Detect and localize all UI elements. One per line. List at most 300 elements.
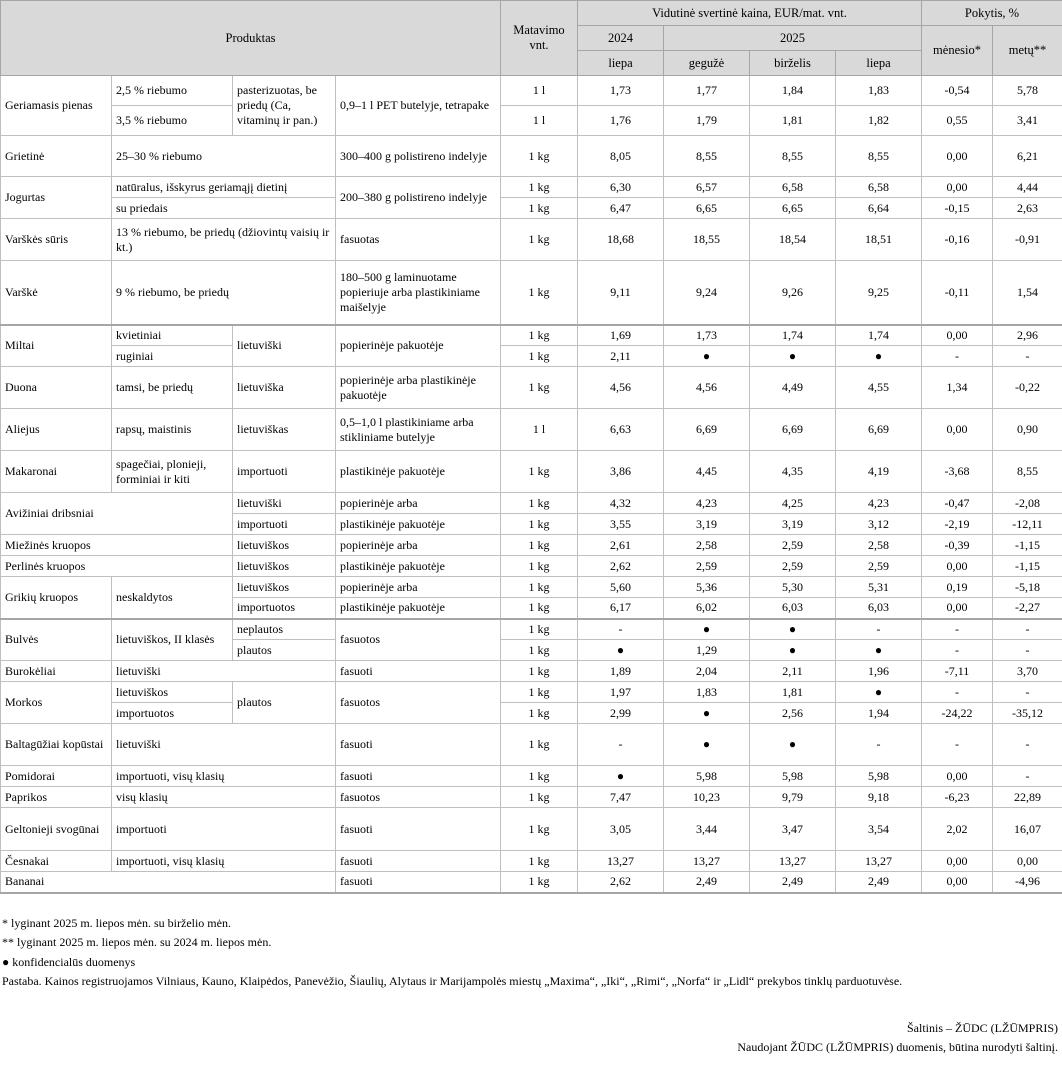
unit-cell: 1 kg bbox=[501, 514, 578, 535]
unit-cell: 1 l bbox=[501, 76, 578, 106]
change-cell: -1,15 bbox=[993, 556, 1062, 577]
price-cell: 1,77 bbox=[664, 76, 750, 106]
change-cell: -0,11 bbox=[922, 261, 993, 325]
price-cell: - bbox=[578, 724, 664, 766]
change-cell: 0,55 bbox=[922, 106, 993, 136]
price-cell: 4,56 bbox=[578, 367, 664, 409]
unit-cell: 1 kg bbox=[501, 766, 578, 787]
change-cell: 6,21 bbox=[993, 136, 1062, 177]
price-cell: 1,29 bbox=[664, 640, 750, 661]
product-package: 0,9–1 l PET butelyje, tetrapake bbox=[336, 76, 501, 136]
product-package: plastikinėje pakuotėje bbox=[336, 598, 501, 619]
product-attr: kvietiniai bbox=[112, 325, 233, 346]
price-cell: 6,63 bbox=[578, 409, 664, 451]
footnote-remark: Pastaba. Kainos registruojamos Vilniaus, Kauno, Klaipėdos, Panevėžio, Šiaulių, Alytaus ir Marijampolės miestų „Maxima“, „Iki“, „Rimi“, „Norfa“ ir „Lidl“ prekybos tinklų parduotuvėse. bbox=[2, 974, 903, 988]
product-name: Morkos bbox=[1, 682, 112, 724]
product-attr: lietuviški bbox=[112, 724, 336, 766]
price-cell: 2,58 bbox=[836, 535, 922, 556]
price-cell: - bbox=[836, 619, 922, 640]
price-cell: 4,45 bbox=[664, 451, 750, 493]
table-row bbox=[1, 851, 1062, 872]
price-cell: 4,23 bbox=[836, 493, 922, 514]
product-package: fasuoti bbox=[336, 808, 501, 851]
unit-cell: 1 kg bbox=[501, 451, 578, 493]
price-cell: 2,59 bbox=[836, 556, 922, 577]
price-cell: 6,03 bbox=[836, 598, 922, 619]
change-cell: 0,00 bbox=[922, 872, 993, 893]
product-package: 200–380 g polistireno indelyje bbox=[336, 177, 501, 219]
price-cell: 6,30 bbox=[578, 177, 664, 198]
change-cell: -35,12 bbox=[993, 703, 1062, 724]
unit-cell: 1 l bbox=[501, 409, 578, 451]
product-name: Grikių kruopos bbox=[1, 577, 112, 619]
product-package: plastikinėje pakuotėje bbox=[336, 514, 501, 535]
price-cell: 3,54 bbox=[836, 808, 922, 851]
product-package: popierinėje pakuotėje bbox=[336, 325, 501, 367]
change-cell: -5,18 bbox=[993, 577, 1062, 598]
change-cell: -3,68 bbox=[922, 451, 993, 493]
price-cell: ● bbox=[578, 640, 664, 661]
product-origin: importuoti bbox=[233, 451, 336, 493]
price-cell: 3,19 bbox=[664, 514, 750, 535]
price-cell: 2,58 bbox=[664, 535, 750, 556]
product-name: Miltai bbox=[1, 325, 112, 367]
change-cell: 22,89 bbox=[993, 787, 1062, 808]
price-cell: 9,26 bbox=[750, 261, 836, 325]
header-month-birzelis: birželis bbox=[750, 51, 836, 76]
change-cell: - bbox=[922, 640, 993, 661]
product-attr: 13 % riebumo, be priedų (džiovintų vaisių ir kt.) bbox=[112, 219, 336, 261]
price-cell: 18,54 bbox=[750, 219, 836, 261]
table-row bbox=[1, 808, 1062, 851]
product-attr: lietuviškos bbox=[112, 682, 233, 703]
price-cell: 3,55 bbox=[578, 514, 664, 535]
header-month-geguze: gegužė bbox=[664, 51, 750, 76]
product-attr: importuoti bbox=[112, 808, 336, 851]
price-cell: 18,55 bbox=[664, 219, 750, 261]
unit-cell: 1 kg bbox=[501, 261, 578, 325]
product-name: Bananai bbox=[1, 872, 336, 893]
product-package: fasuoti bbox=[336, 661, 501, 682]
unit-cell: 1 kg bbox=[501, 346, 578, 367]
price-cell: 8,55 bbox=[750, 136, 836, 177]
product-package: popierinėje arba bbox=[336, 535, 501, 556]
product-attr: tamsi, be priedų bbox=[112, 367, 233, 409]
product-attr: lietuviški bbox=[112, 661, 336, 682]
unit-cell: 1 kg bbox=[501, 724, 578, 766]
price-cell: 6,17 bbox=[578, 598, 664, 619]
table-row bbox=[1, 367, 1062, 409]
change-cell: 0,00 bbox=[922, 766, 993, 787]
change-cell: -2,27 bbox=[993, 598, 1062, 619]
table-row bbox=[1, 219, 1062, 261]
change-cell: -6,23 bbox=[922, 787, 993, 808]
price-cell: 10,23 bbox=[664, 787, 750, 808]
price-cell: 13,27 bbox=[664, 851, 750, 872]
unit-cell: 1 kg bbox=[501, 136, 578, 177]
price-cell: 5,36 bbox=[664, 577, 750, 598]
price-cell: 4,49 bbox=[750, 367, 836, 409]
change-cell: - bbox=[993, 346, 1062, 367]
price-cell: 1,94 bbox=[836, 703, 922, 724]
change-cell: 0,00 bbox=[922, 851, 993, 872]
change-cell: 0,00 bbox=[922, 556, 993, 577]
change-cell: 0,00 bbox=[922, 136, 993, 177]
price-cell: ● bbox=[750, 724, 836, 766]
price-cell: - bbox=[836, 724, 922, 766]
product-attr: 2,5 % riebumo bbox=[112, 76, 233, 106]
change-cell: 0,19 bbox=[922, 577, 993, 598]
price-cell: 2,56 bbox=[750, 703, 836, 724]
product-attr: visų klasių bbox=[112, 787, 336, 808]
source-line: Šaltinis – ŽŪDC (LŽŪMPRIS) bbox=[906, 1020, 1058, 1035]
product-origin: pasterizuotas, be priedų (Ca, vitaminų ir pan.) bbox=[233, 76, 336, 136]
price-cell: 9,24 bbox=[664, 261, 750, 325]
price-cell: ● bbox=[750, 346, 836, 367]
unit-cell: 1 kg bbox=[501, 493, 578, 514]
price-cell: ● bbox=[664, 346, 750, 367]
product-name: Burokėliai bbox=[1, 661, 112, 682]
product-package: plastikinėje pakuotėje bbox=[336, 556, 501, 577]
price-cell: 6,02 bbox=[664, 598, 750, 619]
header-month-liepa-2025: liepa bbox=[836, 51, 922, 76]
price-cell: 4,32 bbox=[578, 493, 664, 514]
price-cell: 8,55 bbox=[836, 136, 922, 177]
price-cell: 1,74 bbox=[750, 325, 836, 346]
change-cell: - bbox=[922, 346, 993, 367]
change-cell: 4,44 bbox=[993, 177, 1062, 198]
product-origin: lietuviški bbox=[233, 325, 336, 367]
footnote-yearly: ** lyginant 2025 m. liepos mėn. su 2024 m. liepos mėn. bbox=[2, 935, 272, 949]
change-cell: -0,15 bbox=[922, 198, 993, 219]
source-block bbox=[0, 1019, 1062, 1058]
price-cell: 1,69 bbox=[578, 325, 664, 346]
product-name: Geriamasis pienas bbox=[1, 76, 112, 136]
change-cell: - bbox=[993, 682, 1062, 703]
product-name: Česnakai bbox=[1, 851, 112, 872]
change-cell: 0,00 bbox=[922, 598, 993, 619]
price-cell: 3,12 bbox=[836, 514, 922, 535]
product-attr: lietuviškos, II klasės bbox=[112, 619, 233, 661]
unit-cell: 1 kg bbox=[501, 808, 578, 851]
product-origin: lietuviškos bbox=[233, 577, 336, 598]
price-cell: 5,98 bbox=[750, 766, 836, 787]
unit-cell: 1 kg bbox=[501, 851, 578, 872]
product-package: 0,5–1,0 l plastikiniame arba stikliniame butelyje bbox=[336, 409, 501, 451]
price-cell: 9,11 bbox=[578, 261, 664, 325]
product-name: Bulvės bbox=[1, 619, 112, 661]
product-attr: rapsų, maistinis bbox=[112, 409, 233, 451]
table-row bbox=[1, 106, 1062, 136]
change-cell: -0,16 bbox=[922, 219, 993, 261]
price-cell: 2,49 bbox=[664, 872, 750, 893]
table-row bbox=[1, 787, 1062, 808]
unit-cell: 1 kg bbox=[501, 198, 578, 219]
change-cell: 0,00 bbox=[922, 409, 993, 451]
table-row bbox=[1, 76, 1062, 106]
change-cell: 1,54 bbox=[993, 261, 1062, 325]
price-cell: 1,76 bbox=[578, 106, 664, 136]
table-row bbox=[1, 409, 1062, 451]
change-cell: 0,00 bbox=[922, 325, 993, 346]
price-cell: - bbox=[578, 619, 664, 640]
price-cell: ● bbox=[664, 619, 750, 640]
change-cell: -12,11 bbox=[993, 514, 1062, 535]
product-package: fasuoti bbox=[336, 851, 501, 872]
product-attr: importuoti, visų klasių bbox=[112, 851, 336, 872]
product-attr: importuotos bbox=[112, 703, 233, 724]
price-cell: 2,04 bbox=[664, 661, 750, 682]
change-cell: 1,34 bbox=[922, 367, 993, 409]
price-cell: 3,86 bbox=[578, 451, 664, 493]
unit-cell: 1 kg bbox=[501, 219, 578, 261]
price-cell: 6,69 bbox=[836, 409, 922, 451]
change-cell: - bbox=[993, 619, 1062, 640]
change-cell: 2,96 bbox=[993, 325, 1062, 346]
price-cell: 4,25 bbox=[750, 493, 836, 514]
footnotes bbox=[0, 894, 1062, 992]
price-cell: 6,57 bbox=[664, 177, 750, 198]
price-cell: 9,18 bbox=[836, 787, 922, 808]
change-cell: - bbox=[922, 682, 993, 703]
product-name: Jogurtas bbox=[1, 177, 112, 219]
price-cell: 6,58 bbox=[750, 177, 836, 198]
product-name: Grietinė bbox=[1, 136, 112, 177]
table-row bbox=[1, 493, 1062, 514]
price-cell: 4,19 bbox=[836, 451, 922, 493]
product-package: popierinėje arba bbox=[336, 493, 501, 514]
price-cell: 2,99 bbox=[578, 703, 664, 724]
product-origin: importuoti bbox=[233, 514, 336, 535]
header-year-2025: 2025 bbox=[664, 26, 922, 51]
price-cell: ● bbox=[664, 724, 750, 766]
table-row bbox=[1, 198, 1062, 219]
unit-cell: 1 kg bbox=[501, 598, 578, 619]
unit-cell: 1 kg bbox=[501, 367, 578, 409]
table-row bbox=[1, 177, 1062, 198]
price-cell: 6,65 bbox=[664, 198, 750, 219]
change-cell: 16,07 bbox=[993, 808, 1062, 851]
price-cell: 1,83 bbox=[664, 682, 750, 703]
price-cell: 18,51 bbox=[836, 219, 922, 261]
price-cell: 8,05 bbox=[578, 136, 664, 177]
price-cell: 2,11 bbox=[750, 661, 836, 682]
price-cell: ● bbox=[836, 682, 922, 703]
price-cell: 2,11 bbox=[578, 346, 664, 367]
price-cell: 6,47 bbox=[578, 198, 664, 219]
header-yearly-change: metų** bbox=[993, 26, 1062, 76]
price-cell: 2,49 bbox=[836, 872, 922, 893]
product-name: Geltonieji svogūnai bbox=[1, 808, 112, 851]
change-cell: -0,47 bbox=[922, 493, 993, 514]
product-name: Miežinės kruopos bbox=[1, 535, 233, 556]
change-cell: -0,22 bbox=[993, 367, 1062, 409]
price-cell: 2,62 bbox=[578, 872, 664, 893]
product-origin: plautos bbox=[233, 640, 336, 661]
product-attr: su priedais bbox=[112, 198, 336, 219]
change-cell: 5,78 bbox=[993, 76, 1062, 106]
product-package: popierinėje arba plastikinėje pakuotėje bbox=[336, 367, 501, 409]
header-year-2024: 2024 bbox=[578, 26, 664, 51]
price-cell: 9,79 bbox=[750, 787, 836, 808]
product-package: fasuotos bbox=[336, 619, 501, 661]
header-avg-price: Vidutinė svertinė kaina, EUR/mat. vnt. bbox=[578, 1, 922, 26]
price-cell: ● bbox=[750, 619, 836, 640]
price-cell: 1,89 bbox=[578, 661, 664, 682]
source-citation: Naudojant ŽŪDC (LŽŪMPRIS) duomenis, būtina nurodyti šaltinį. bbox=[737, 1040, 1058, 1054]
change-cell: 3,41 bbox=[993, 106, 1062, 136]
price-cell: 4,55 bbox=[836, 367, 922, 409]
price-cell: 5,60 bbox=[578, 577, 664, 598]
price-cell: 1,81 bbox=[750, 682, 836, 703]
header-monthly-change: mėnesio* bbox=[922, 26, 993, 76]
price-cell: 6,65 bbox=[750, 198, 836, 219]
price-cell: 1,73 bbox=[664, 325, 750, 346]
price-cell: 6,03 bbox=[750, 598, 836, 619]
product-attr: ruginiai bbox=[112, 346, 233, 367]
price-cell: 5,31 bbox=[836, 577, 922, 598]
product-package: 180–500 g laminuotame popieriuje arba plastikiniame maišelyje bbox=[336, 261, 501, 325]
product-origin: importuotos bbox=[233, 598, 336, 619]
product-origin: lietuviškos bbox=[233, 556, 336, 577]
product-attr: neskaldytos bbox=[112, 577, 233, 619]
header-month-liepa-2024: liepa bbox=[578, 51, 664, 76]
unit-cell: 1 l bbox=[501, 106, 578, 136]
price-cell: ● bbox=[836, 640, 922, 661]
product-name: Duona bbox=[1, 367, 112, 409]
price-cell: 5,30 bbox=[750, 577, 836, 598]
change-cell: - bbox=[922, 619, 993, 640]
change-cell: 2,02 bbox=[922, 808, 993, 851]
product-origin: neplautos bbox=[233, 619, 336, 640]
product-attr: 25–30 % riebumo bbox=[112, 136, 336, 177]
price-cell: 2,59 bbox=[750, 556, 836, 577]
product-package: fasuotos bbox=[336, 787, 501, 808]
price-cell: 1,73 bbox=[578, 76, 664, 106]
price-cell: ● bbox=[664, 703, 750, 724]
product-attr: spagečiai, plonieji, forminiai ir kiti bbox=[112, 451, 233, 493]
price-cell: ● bbox=[836, 346, 922, 367]
price-cell: 5,98 bbox=[836, 766, 922, 787]
change-cell: -2,19 bbox=[922, 514, 993, 535]
price-cell: 1,82 bbox=[836, 106, 922, 136]
change-cell: 0,00 bbox=[922, 177, 993, 198]
table-row bbox=[1, 661, 1062, 682]
product-name: Perlinės kruopos bbox=[1, 556, 233, 577]
change-cell: 8,55 bbox=[993, 451, 1062, 493]
price-cell: 5,98 bbox=[664, 766, 750, 787]
change-cell: -2,08 bbox=[993, 493, 1062, 514]
price-cell: 3,44 bbox=[664, 808, 750, 851]
table-row bbox=[1, 872, 1062, 893]
unit-cell: 1 kg bbox=[501, 682, 578, 703]
table-row bbox=[1, 682, 1062, 703]
price-cell: 2,59 bbox=[750, 535, 836, 556]
unit-cell: 1 kg bbox=[501, 619, 578, 640]
price-cell: 6,58 bbox=[836, 177, 922, 198]
price-cell: 6,69 bbox=[750, 409, 836, 451]
product-attr: natūralus, išskyrus geriamąjį dietinį bbox=[112, 177, 336, 198]
change-cell: -0,91 bbox=[993, 219, 1062, 261]
product-origin: lietuviška bbox=[233, 367, 336, 409]
table-row bbox=[1, 619, 1062, 640]
change-cell: 2,63 bbox=[993, 198, 1062, 219]
header-product: Produktas bbox=[1, 1, 501, 76]
unit-cell: 1 kg bbox=[501, 177, 578, 198]
price-cell: 1,83 bbox=[836, 76, 922, 106]
price-cell: 1,79 bbox=[664, 106, 750, 136]
table-row bbox=[1, 556, 1062, 577]
product-package: fasuoti bbox=[336, 724, 501, 766]
price-cell: 1,84 bbox=[750, 76, 836, 106]
product-name: Pomidorai bbox=[1, 766, 112, 787]
unit-cell: 1 kg bbox=[501, 872, 578, 893]
price-cell: 8,55 bbox=[664, 136, 750, 177]
product-package: 300–400 g polistireno indelyje bbox=[336, 136, 501, 177]
unit-cell: 1 kg bbox=[501, 661, 578, 682]
footnote-confidential: ● konfidencialūs duomenys bbox=[2, 954, 136, 969]
footnote-monthly: * lyginant 2025 m. liepos mėn. su birželio mėn. bbox=[2, 915, 231, 930]
table-row bbox=[1, 325, 1062, 346]
change-cell: -0,54 bbox=[922, 76, 993, 106]
product-package: popierinėje arba bbox=[336, 577, 501, 598]
price-cell: 4,35 bbox=[750, 451, 836, 493]
price-cell: 3,47 bbox=[750, 808, 836, 851]
product-attr: importuoti, visų klasių bbox=[112, 766, 336, 787]
price-cell: 4,23 bbox=[664, 493, 750, 514]
unit-cell: 1 kg bbox=[501, 556, 578, 577]
unit-cell: 1 kg bbox=[501, 535, 578, 556]
change-cell: - bbox=[993, 640, 1062, 661]
price-cell: ● bbox=[578, 766, 664, 787]
product-origin: plautos bbox=[233, 682, 336, 724]
price-cell: 13,27 bbox=[836, 851, 922, 872]
change-cell: - bbox=[922, 724, 993, 766]
product-origin: lietuviškos bbox=[233, 535, 336, 556]
price-cell: 1,74 bbox=[836, 325, 922, 346]
product-name: Baltagūžiai kopūstai bbox=[1, 724, 112, 766]
table-row bbox=[1, 703, 1062, 724]
price-cell: 9,25 bbox=[836, 261, 922, 325]
price-cell: 18,68 bbox=[578, 219, 664, 261]
price-cell: 3,19 bbox=[750, 514, 836, 535]
price-cell: 1,96 bbox=[836, 661, 922, 682]
table-row bbox=[1, 261, 1062, 325]
header-change: Pokytis, % bbox=[922, 1, 1062, 26]
table-row bbox=[1, 766, 1062, 787]
table-row bbox=[1, 136, 1062, 177]
change-cell: - bbox=[993, 766, 1062, 787]
unit-cell: 1 kg bbox=[501, 640, 578, 661]
price-cell: 13,27 bbox=[750, 851, 836, 872]
change-cell: - bbox=[993, 724, 1062, 766]
change-cell: 0,90 bbox=[993, 409, 1062, 451]
change-cell: -24,22 bbox=[922, 703, 993, 724]
price-cell: 4,56 bbox=[664, 367, 750, 409]
product-attr: 3,5 % riebumo bbox=[112, 106, 233, 136]
unit-cell: 1 kg bbox=[501, 787, 578, 808]
table-row bbox=[1, 577, 1062, 598]
product-package: fasuotas bbox=[336, 219, 501, 261]
price-cell: 1,97 bbox=[578, 682, 664, 703]
product-name: Aliejus bbox=[1, 409, 112, 451]
table-row bbox=[1, 451, 1062, 493]
product-package: plastikinėje pakuotėje bbox=[336, 451, 501, 493]
price-cell: 6,64 bbox=[836, 198, 922, 219]
product-origin: lietuviškas bbox=[233, 409, 336, 451]
product-package: fasuotos bbox=[336, 682, 501, 724]
product-name: Paprikos bbox=[1, 787, 112, 808]
